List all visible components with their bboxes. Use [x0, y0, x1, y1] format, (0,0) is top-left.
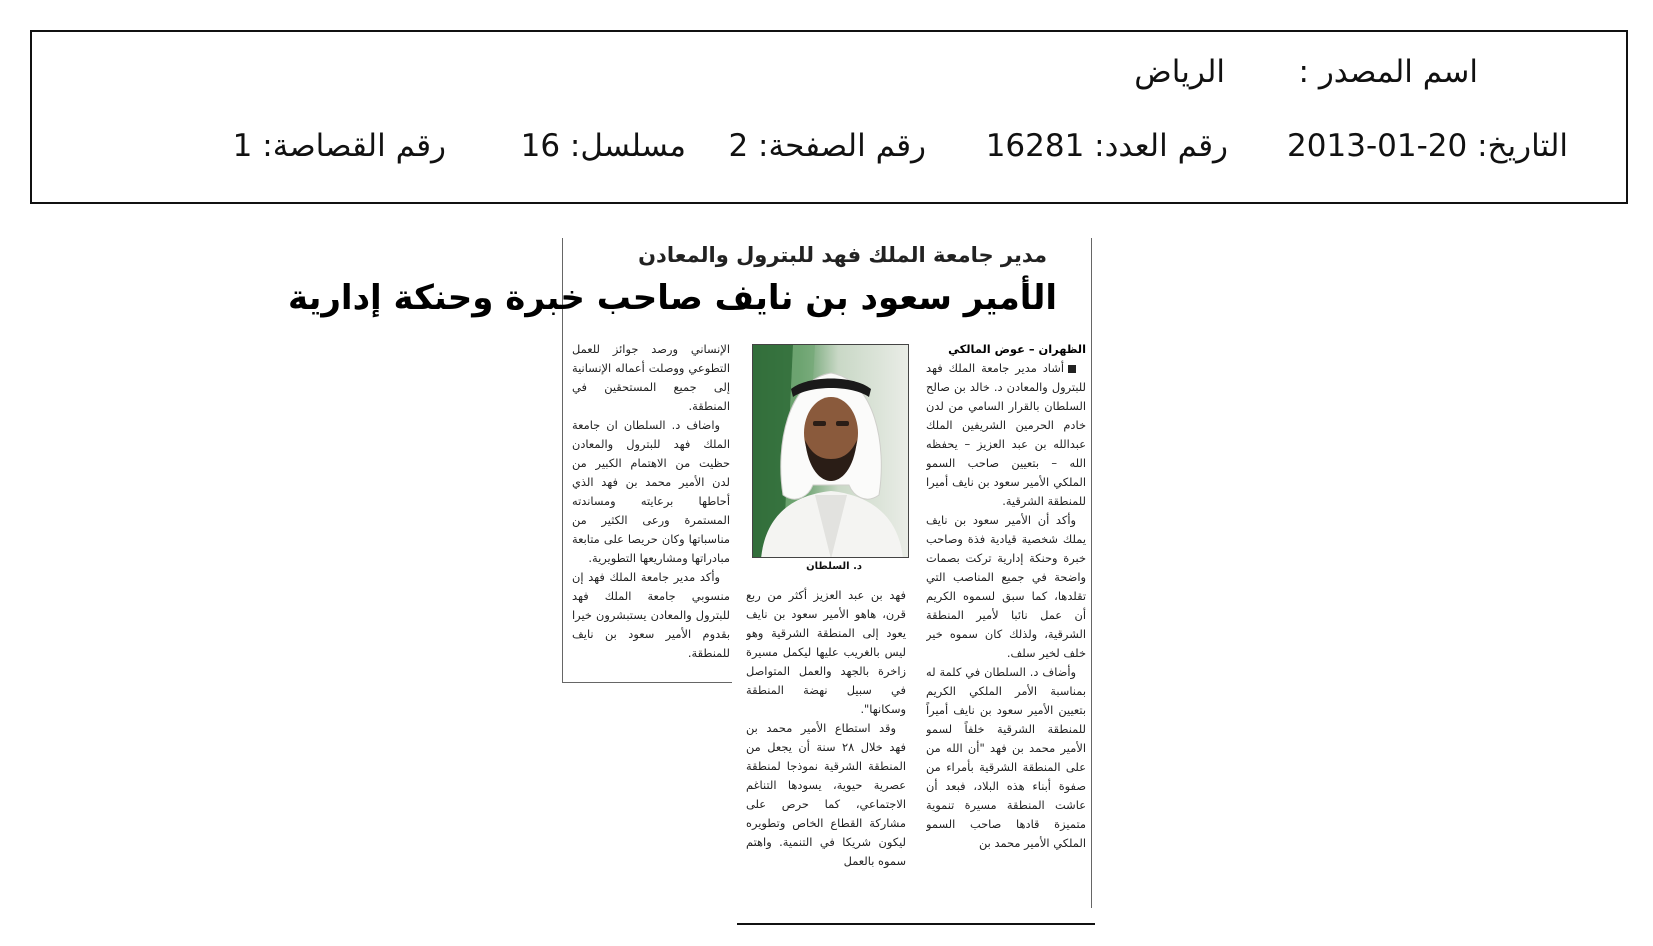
article-byline: الظهران – عوض المالكي — [948, 342, 1086, 356]
page-number-field: رقم الصفحة: 2 — [728, 128, 926, 164]
portrait-photo-graphic — [753, 345, 909, 558]
paragraph: وقد استطاع الأمير محمد بن فهد خلال ٢٨ سنة أن يجعل من المنطقة الشرقية نموذجا لمنطقة عصرية حيوية، يسودها التناغم الاجتماعي، كما حرص على مشاركة القطاع الخاص وتطويره ليكون شريكا في التنمية. واهتم سموه بالعمل — [746, 721, 906, 868]
clipping-info-box — [30, 30, 1628, 204]
newspaper-clipping — [287, 238, 1092, 906]
issue-number-field: رقم العدد: 16281 — [985, 128, 1228, 164]
column-end-rule — [562, 682, 732, 683]
bullet-icon — [1068, 365, 1076, 373]
date-field: التاريخ: 20-01-2013 — [1287, 128, 1568, 164]
paragraph: وأكد أن الأمير سعود بن نايف يملك شخصية قيادية فذة وصاحب خبرة وحنكة إدارية تركت بصمات واضحة في جميع المناصب التي تقلدها، كما سبق لسموه الكريم أن عمل نائبا لأمير المنطقة الشرقية، ولذلك كان سموه خير خلف لخير سلف. — [926, 513, 1086, 660]
clip-number-field: رقم القصاصة: 1 — [232, 128, 446, 164]
serial-field: مسلسل: 16 — [520, 128, 686, 164]
article-kicker: مدير جامعة الملك فهد للبترول والمعادن — [638, 243, 1047, 267]
paragraph: وأكد مدير جامعة الملك فهد إن منسوبي جامعة الملك فهد للبترول والمعادن يستبشرون خيرا بقدوم الأمير سعود بن نايف للمنطقة. — [572, 570, 730, 660]
photo-caption: د. السلطان — [806, 561, 862, 572]
paragraph: أشاد مدير جامعة الملك فهد للبترول والمعادن د. خالد بن صالح السلطان بالقرار السامي من لدن خادم الحرمين الشريفين الملك عبدالله بن عبد العزيز – يحفظه الله – بتعيين صاحب السمو الملكي الأمير سعود بن نايف أميرا للمنطقة الشرقية. — [926, 361, 1086, 508]
paragraph: واضاف د. السلطان ان جامعة الملك فهد للبترول والمعادن حظيت من الاهتمام الكبير من لدن الأمير محمد بن فهد الذي أحاطها برعايته ومساندته المستمرة ورعى الكثير من مناسباتها وكان حريصا على متابعة مبادراتها ومشاريعها التطويرية. — [572, 418, 730, 565]
article-headline: الأمير سعود بن نايف صاحب خبرة وحنكة إدارية — [287, 278, 1057, 318]
source-label: اسم المصدر : — [1298, 54, 1478, 90]
portrait-photo — [752, 344, 909, 558]
paragraph: وأضاف د. السلطان في كلمة له بمناسبة الأمر الملكي الكريم بتعيين الأمير سعود بن نايف أميراً للمنطقة الشرقية خلفاً لسمو الأمير محمد بن فهد "أن الله من على المنطقة الشرقية بأمراء من صفوة أبناء هذه البلاد، فبعد أن عاشت المنطقة مسيرة تنموية متميزة قادها صاحب السمو الملكي الأمير محمد بن — [926, 665, 1086, 850]
paragraph: الإنساني ورصد جوائز للعمل التطوعي ووصلت أعماله الإنسانية إلى جميع المستحقين في المنطقة. — [572, 342, 730, 413]
article-column-3 — [572, 340, 730, 675]
paragraph: فهد بن عبد العزيز أكثر من ربع قرن، هاهو الأمير سعود بن نايف يعود إلى المنطقة الشرقية وهو ليس بالغريب عليها ليكمل مسيرة زاخرة بالجهد والعمل المتواصل في سبيل نهضة المنطقة وسكانها". — [746, 588, 906, 716]
article-column-2 — [746, 586, 906, 908]
clipping-bottom-rule — [737, 923, 1095, 925]
article-column-1 — [926, 340, 1086, 908]
source-value: الرياض — [1134, 54, 1225, 90]
column-rule-right — [1091, 238, 1092, 908]
